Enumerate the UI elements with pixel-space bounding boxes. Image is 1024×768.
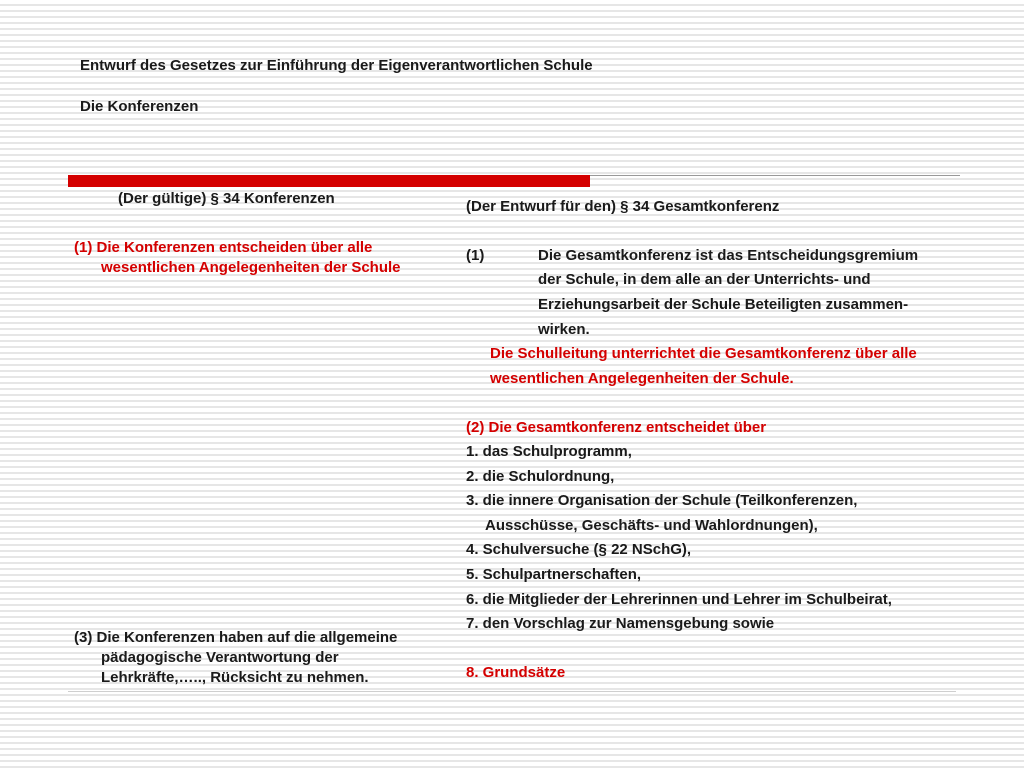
right-p2-heading: (2) Die Gesamtkonferenz entscheidet über	[466, 419, 767, 436]
list-item: 7. den Vorschlag zur Namensgebung sowie	[466, 615, 775, 632]
left-paragraph-3	[74, 628, 397, 688]
right-heading: (Der Entwurf für den) § 34 Gesamtkonferenz	[466, 198, 780, 215]
page-title: Entwurf des Gesetzes zur Einführung der Eigenverantwortlichen Schule	[80, 57, 593, 74]
list-item: 5. Schulpartnerschaften,	[466, 566, 642, 583]
list-item: 3. die innere Organisation der Schule (Teilkonferenzen,	[466, 492, 858, 509]
list-item: 4. Schulversuche (§ 22 NSchG),	[466, 541, 692, 558]
list-item: 6. die Mitglieder der Lehrerinnen und Lehrer im Schulbeirat,	[466, 591, 892, 608]
list-item-8: 8. Grundsätze	[466, 664, 566, 681]
page-subtitle: Die Konferenzen	[80, 98, 199, 115]
right-p1-line: wirken.	[538, 321, 590, 338]
left-p3-line: pädagogische Verantwortung der	[101, 649, 339, 666]
list-item-continuation: Ausschüsse, Geschäfts- und Wahlordnungen),	[485, 517, 818, 534]
divider-bottom	[68, 691, 956, 692]
left-p3-line: Lehrkräfte,….., Rücksicht zu nehmen.	[101, 669, 369, 686]
left-p1-line: wesentlichen Angelegenheiten der Schule	[101, 259, 401, 276]
right-p1-line: Die Gesamtkonferenz ist das Entscheidungsgremium	[538, 247, 919, 264]
accent-bar	[68, 175, 590, 187]
left-heading: (Der gültige) § 34 Konferenzen	[118, 190, 335, 207]
divider-top	[590, 175, 960, 176]
left-p3-line: (3) Die Konferenzen haben auf die allgemeine	[74, 629, 398, 646]
right-p1-line: Erziehungsarbeit der Schule Beteiligten zusammen-	[538, 296, 909, 313]
left-p1-line: (1) Die Konferenzen entscheiden über alle	[74, 239, 373, 256]
list-item: 2. die Schulordnung,	[466, 468, 615, 485]
left-paragraph-1	[74, 238, 401, 278]
right-p1-line: der Schule, in dem alle an der Unterrichts- und	[538, 271, 871, 288]
right-p1-number: (1)	[466, 247, 485, 264]
right-p1-red-line: wesentlichen Angelegenheiten der Schule.	[490, 370, 794, 387]
list-item: 1. das Schulprogramm,	[466, 443, 632, 460]
right-p1-red-line: Die Schulleitung unterrichtet die Gesamtkonferenz über alle	[490, 345, 917, 362]
